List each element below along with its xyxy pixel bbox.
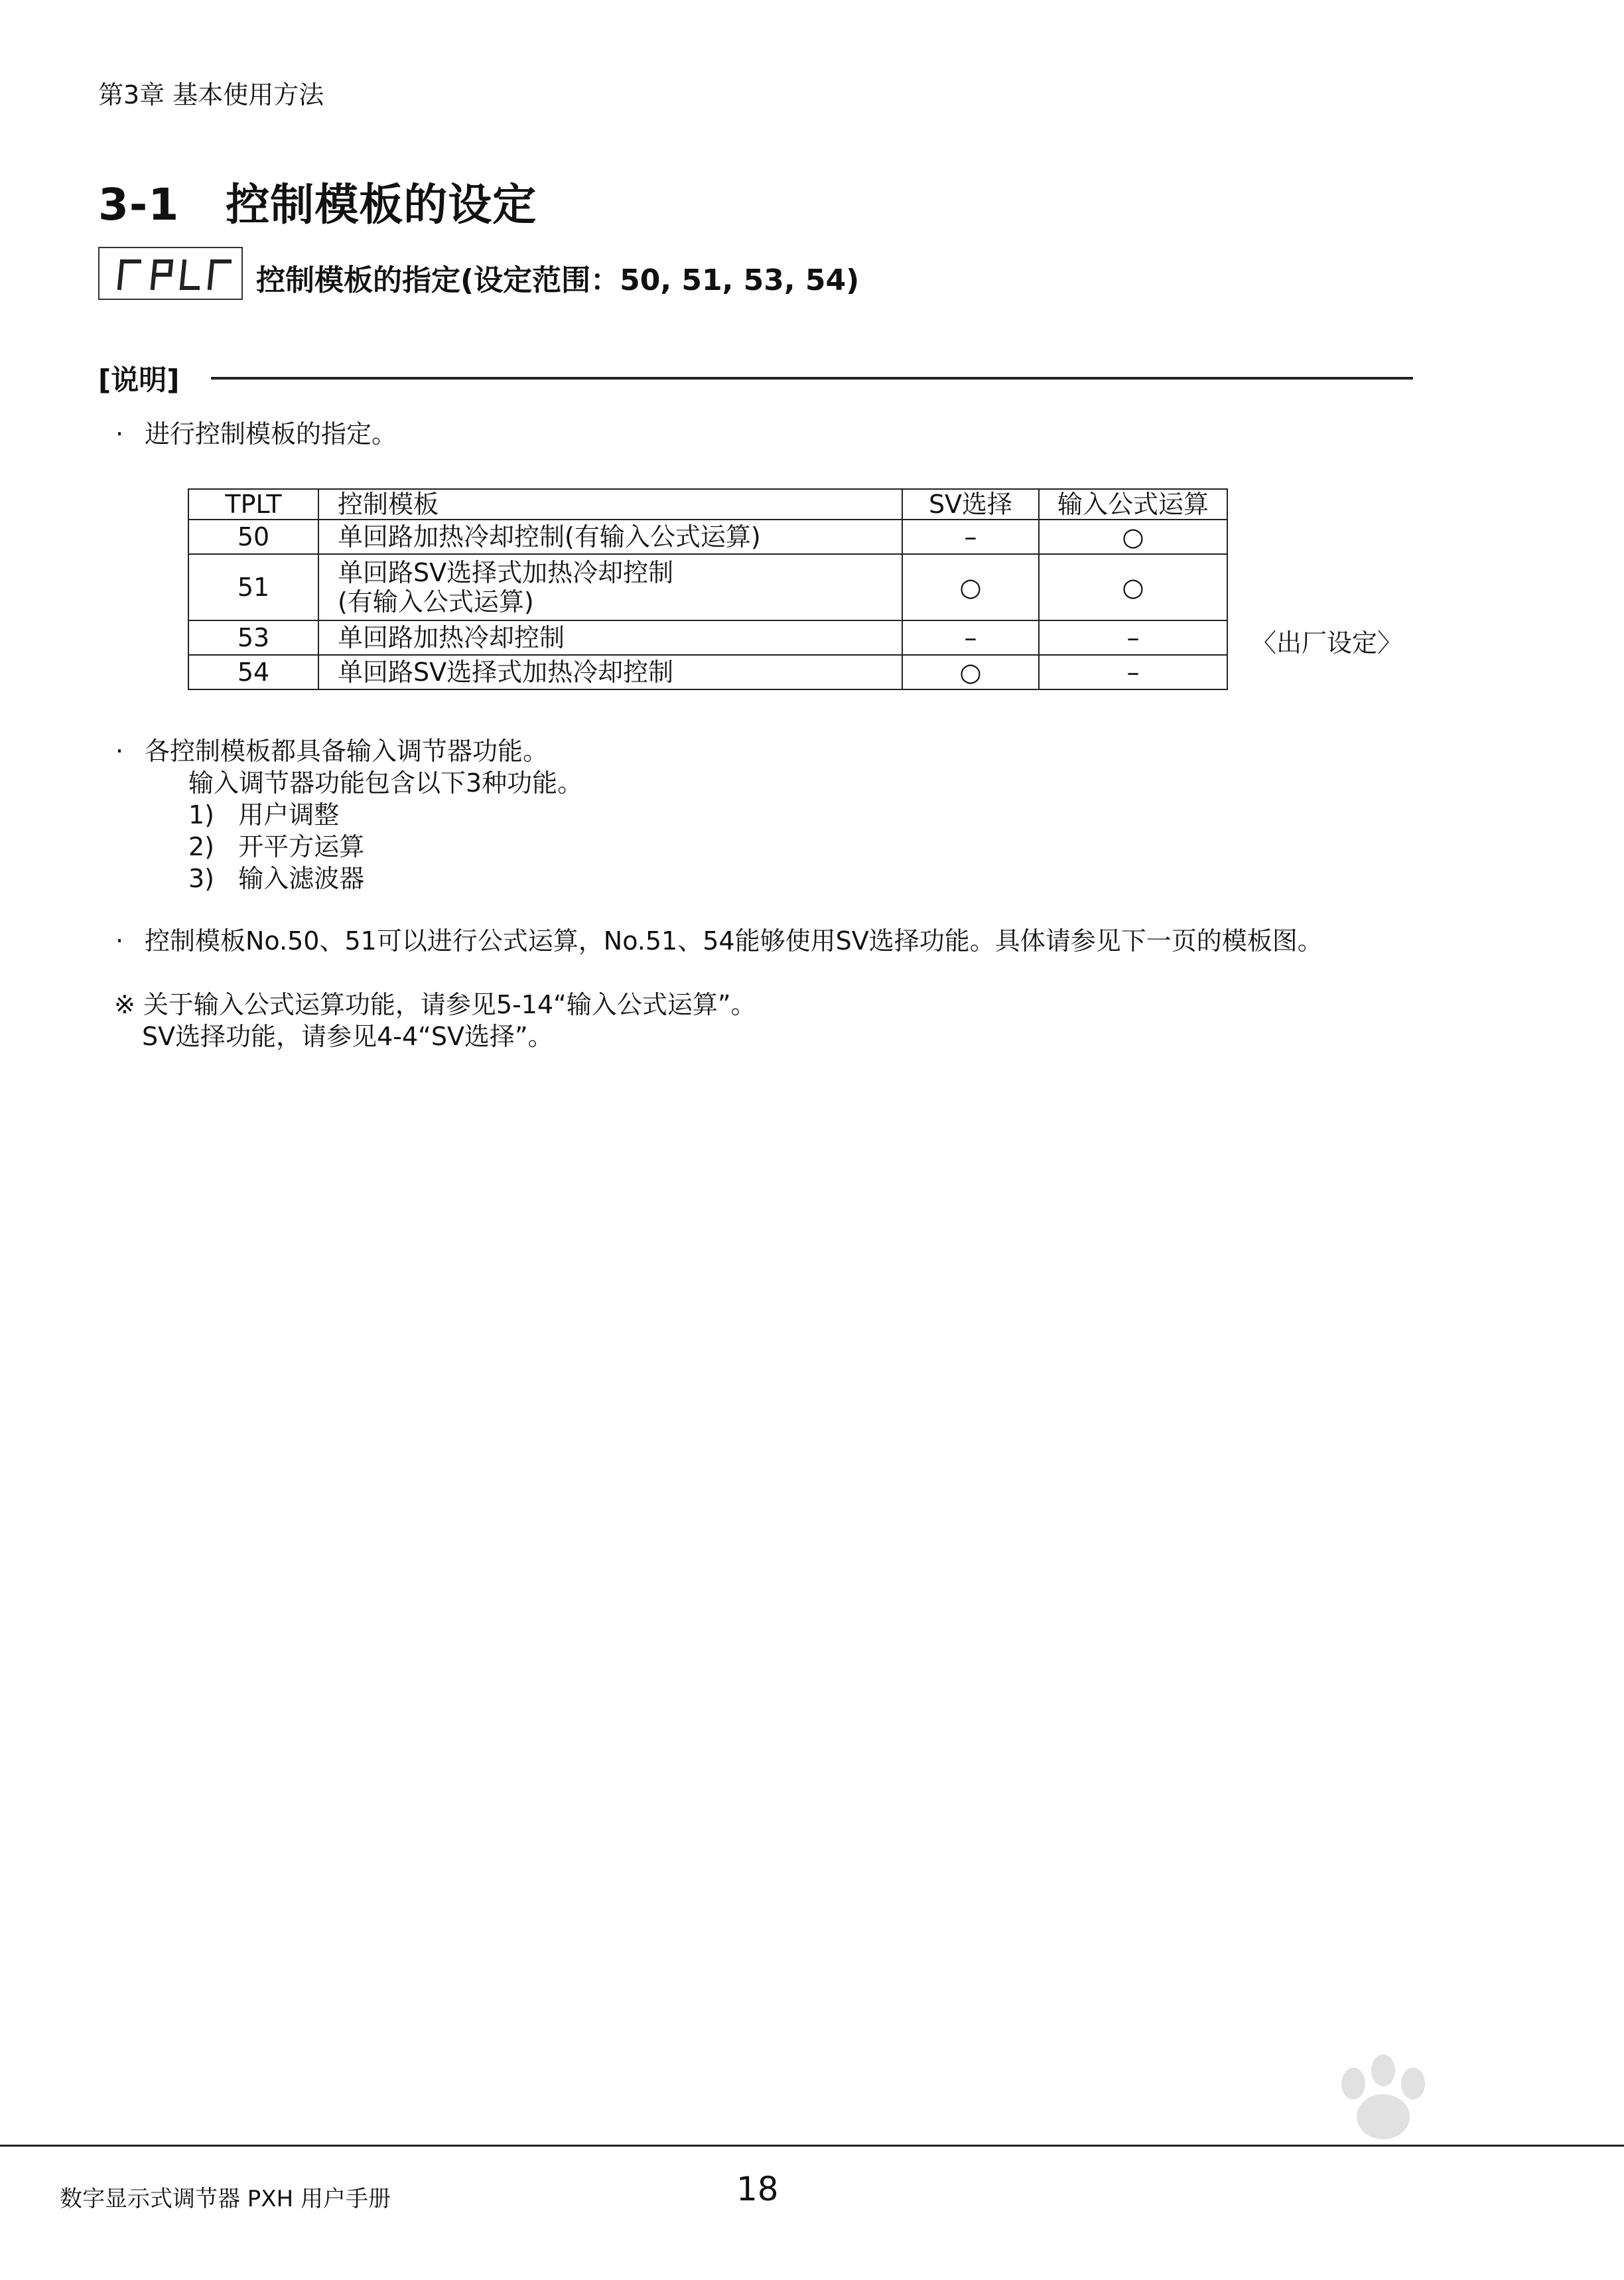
- section-title-text: 控制模板的设定: [226, 179, 537, 230]
- cell-input-calc: ○: [1039, 554, 1227, 620]
- list-num: 3): [188, 864, 215, 893]
- table-header-row: [188, 489, 1227, 520]
- table-row: [188, 620, 1227, 655]
- cell-tplt: 50: [188, 520, 318, 554]
- cell-template: [318, 554, 902, 620]
- table-row: [188, 554, 1227, 620]
- note-line: ※ 关于输入公式运算功能，请参见5-14“输入公式运算”。: [114, 990, 756, 1019]
- list-label: 输入滤波器: [238, 864, 365, 893]
- cell-input-calc: –: [1039, 620, 1227, 655]
- list-num: 1): [188, 800, 215, 829]
- cell-template: 单回路SV选择式加热冷却控制: [318, 655, 902, 689]
- list-num: 2): [188, 832, 215, 861]
- lcd-display: [98, 247, 243, 300]
- parameter-title: 控制模板的指定(设定范围：50, 51, 53, 54): [256, 263, 860, 297]
- cell-input-calc: ○: [1039, 520, 1227, 554]
- template-table: [188, 488, 1228, 690]
- list-item: [188, 831, 364, 863]
- explanation-heading: [说明]: [98, 364, 180, 396]
- cell-tplt: 53: [188, 620, 318, 655]
- bullet-item: [115, 925, 1323, 957]
- header-input-calc: 输入公式运算: [1039, 489, 1227, 520]
- section-title: [98, 169, 537, 232]
- bullet-dot: ·: [115, 737, 124, 766]
- list-label: 用户调整: [238, 800, 340, 829]
- bullet-item: [115, 418, 397, 450]
- section-number: 3-1: [98, 179, 180, 230]
- factory-default-label: 〈出厂设定〉: [1251, 628, 1403, 658]
- bullet-dot: ·: [115, 419, 124, 449]
- list-item: [188, 799, 339, 831]
- cell-template: 单回路加热冷却控制(有输入公式运算): [318, 520, 902, 554]
- heading-rule: [211, 377, 1413, 380]
- bullet-text: 各控制模板都具备输入调节器功能。: [145, 737, 549, 766]
- cell-template: 单回路加热冷却控制: [318, 620, 902, 655]
- cell-template-line1: 单回路SV选择式加热冷却控制: [338, 558, 674, 587]
- note-line: SV选择功能，请参见4-4“SV选择”。: [142, 1022, 553, 1051]
- baidu-watermark: [1154, 2024, 1566, 2223]
- cell-tplt: 51: [188, 554, 318, 620]
- footer-manual-title: 数字显示式调节器 PXH 用户手册: [60, 2186, 391, 2212]
- cell-tplt: 54: [188, 655, 318, 689]
- table-row: [188, 520, 1227, 554]
- chapter-header: 第3章 基本使用方法: [98, 80, 324, 109]
- bullet-text: 进行控制模板的指定。: [145, 419, 397, 449]
- header-template: 控制模板: [318, 489, 902, 520]
- bullet-text: 控制模板No.50、51可以进行公式运算，No.51、54能够使用SV选择功能。具体请参见下一页的模板图。: [145, 926, 1323, 956]
- table-row: [188, 655, 1227, 689]
- cell-sv-select: –: [902, 520, 1039, 554]
- bullet-item: [115, 735, 549, 767]
- cell-sv-select: ○: [902, 655, 1039, 689]
- bullet-dot: ·: [115, 926, 124, 956]
- sub-text: 输入调节器功能包含以下3种功能。: [188, 768, 583, 798]
- cell-sv-select: ○: [902, 554, 1039, 620]
- page-number: 18: [736, 2170, 779, 2208]
- header-sv-select: SV选择: [902, 489, 1039, 520]
- lcd-code-icon: [113, 256, 232, 293]
- list-item: [188, 863, 364, 894]
- header-tplt: TPLT: [188, 489, 318, 520]
- cell-sv-select: –: [902, 620, 1039, 655]
- list-label: 开平方运算: [238, 832, 365, 861]
- cell-input-calc: –: [1039, 655, 1227, 689]
- cell-template-line2: (有输入公式运算): [338, 587, 534, 616]
